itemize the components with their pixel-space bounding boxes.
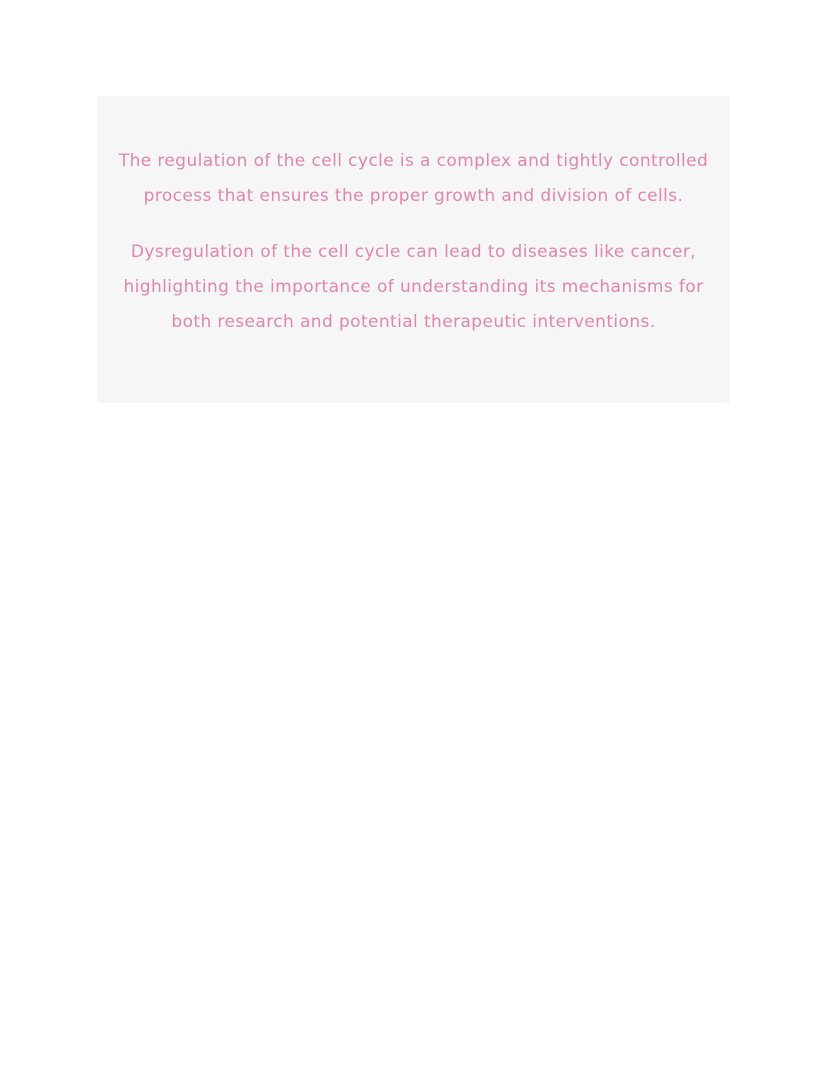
paragraph-cell-cycle-dysregulation: Dysregulation of the cell cycle can lead to diseases like cancer, highlighting the importance of understanding its mechanisms for both research and potential therapeutic interventions. xyxy=(123,242,704,332)
text-card xyxy=(97,96,730,403)
paragraph-cell-cycle-regulation: The regulation of the cell cycle is a complex and tightly controlled process that ensures the proper growth and division of cells. xyxy=(118,151,709,206)
